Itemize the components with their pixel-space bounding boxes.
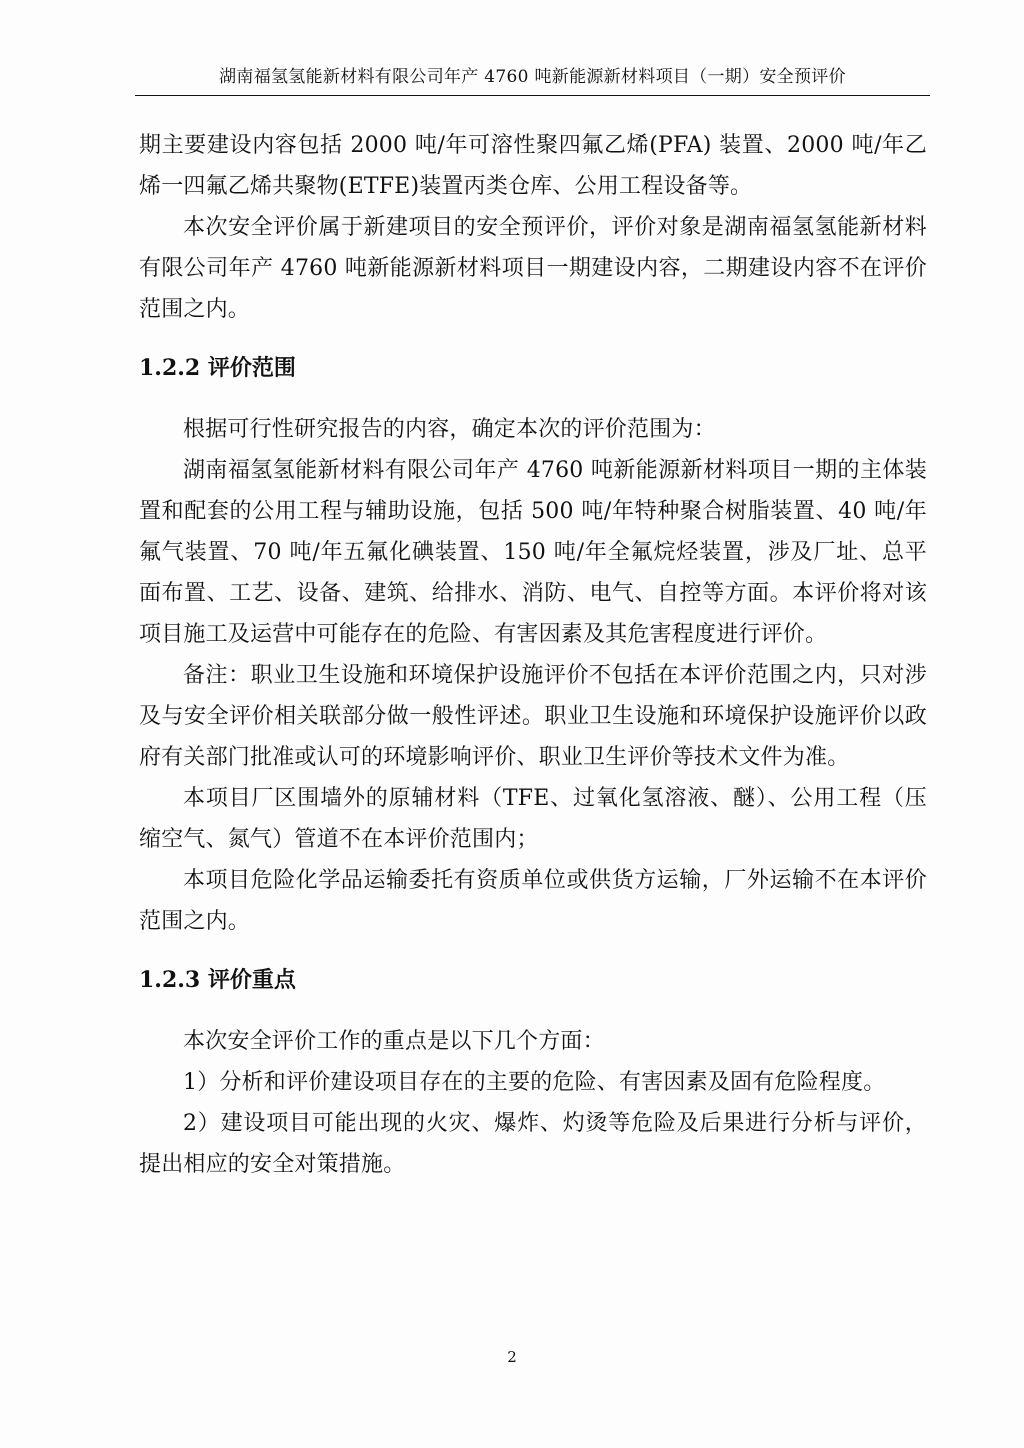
- paragraph-scope-note: 备注：职业卫生设施和环境保护设施评价不包括在本评价范围之内，只对涉及与安全评价相关联部分做一般性评述。职业卫生设施和环境保护设施评价以政府有关部门批准或认可的环境影响评价、职业卫生评价等技术文件为准。: [139, 663, 927, 770]
- page-number: 2: [507, 1348, 517, 1366]
- running-header: 湖南福氢氢能新材料有限公司年产 4760 吨新能源新材料项目（一期）安全预评价: [219, 67, 846, 87]
- paragraph-scope-pipelines: 本项目厂区围墙外的原辅材料（TFE、过氧化氢溶液、醚）、公用工程（压缩空气、氮气）管道不在本评价范围内；: [139, 786, 927, 852]
- paragraph-evaluation-object: 本次安全评价属于新建项目的安全预评价，评价对象是湖南福氢氢能新材料有限公司年产 4760 吨新能源新材料项目一期建设内容，二期建设内容不在评价范围之内。: [139, 215, 927, 322]
- list-item-focus-1: 1）分析和评价建设项目存在的主要的危险、有害因素及固有危险程度。: [183, 1070, 886, 1095]
- document-body: [139, 125, 927, 1185]
- paragraph-scope-transport: 本项目危险化学品运输委托有资质单位或供货方运输，厂外运输不在本评价范围之内。: [139, 868, 927, 934]
- paragraph-intro-continued: 期主要建设内容包括 2000 吨/年可溶性聚四氟乙烯(PFA) 装置、2000 吨/年乙烯一四氟乙烯共聚物(ETFE)装置丙类仓库、公用工程设备等。: [139, 133, 927, 199]
- section-heading-1-2-2: 1.2.2 评价范围: [139, 355, 296, 381]
- list-item-focus-2: 2）建设项目可能出现的火灾、爆炸、灼烫等危险及后果进行分析与评价，提出相应的安全对策措施。: [139, 1111, 927, 1177]
- paragraph-scope-main: 湖南福氢氢能新材料有限公司年产 4760 吨新能源新材料项目一期的主体装置和配套的公用工程与辅助设施，包括 500 吨/年特种聚合树脂装置、40 吨/年氟气装置、70 吨/年五氟化碘装置、150 吨/年全氟烷烃装置，涉及厂址、总平面布置、工艺、设备、建筑、给排水、消防、电气、自控等方面。本评价将对该项目施工及运营中可能存在的危险、有害因素及其危害程度进行评价。: [139, 458, 927, 647]
- paragraph-scope-intro: 根据可行性研究报告的内容，确定本次的评价范围为：: [183, 417, 716, 442]
- paragraph-focus-intro: 本次安全评价工作的重点是以下几个方面：: [183, 1029, 605, 1054]
- section-heading-1-2-3: 1.2.3 评价重点: [139, 967, 296, 993]
- header-rule: [135, 95, 930, 96]
